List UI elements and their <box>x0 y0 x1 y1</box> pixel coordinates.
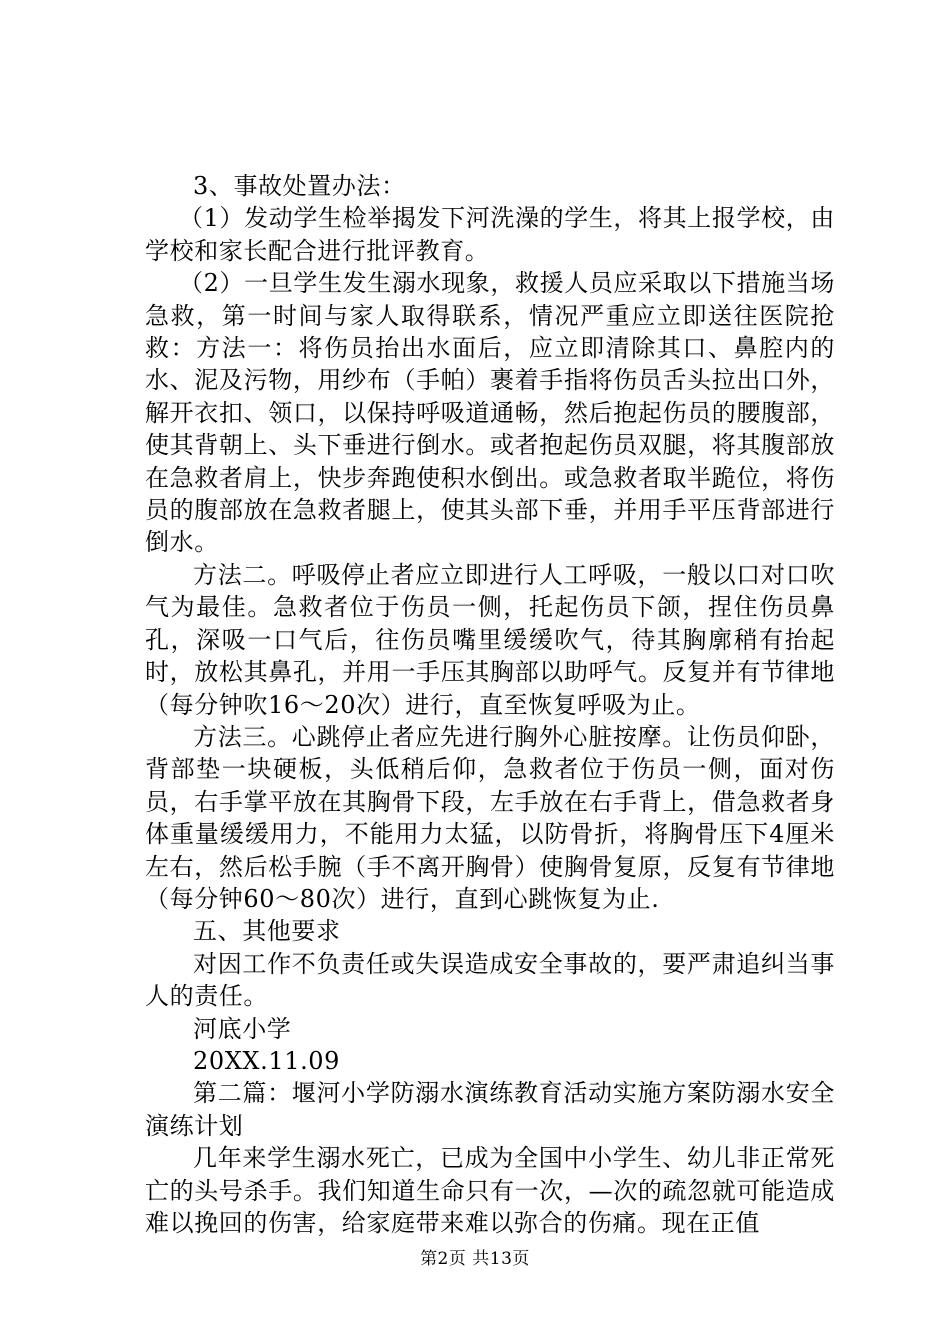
paragraph-heading-other-requirements: 五、其他要求 <box>193 917 341 946</box>
paragraph-intro-part-two: 几年来学生溺水死亡，已成为全国中小学生、幼儿非正常死亡的头号杀手。我们知道生命只有一次，—次的疏忽就可能造成难以挽回的伤害，给家庭带来难以弥合的伤痛。现在正值 <box>145 1144 835 1237</box>
paragraph-heading-accident-handling: 3、事故处置办法： <box>193 172 406 200</box>
paragraph-method-3: 方法三。心跳停止者应先进行胸外心脏按摩。让伤员仰卧，背部垫一块硬板，头低稍后仰，急救者位于伤员一侧，面对伤员，右手掌平放在其胸骨下段，左手放在右手背上，借急救者身体重量缓缓用力，不能用力太猛，以防骨折，将胸骨压下4厘米左右，然后松手腕（手不离开胸骨）使胸骨复原，反复有节律地（每分钟60～80次）进行，直到心跳恢复为止. <box>145 722 835 913</box>
section-title-part-two: 第二篇：堰河小学防溺水演练教育活动实施方案防溺水安全演练计划 <box>145 1079 835 1140</box>
page-number-footer: 第2页 共13页 <box>420 1249 530 1269</box>
signature-date: 20XX.11.09 <box>193 1046 341 1075</box>
paragraph-responsibility: 对因工作不负责任或失误造成安全事故的，要严肃追纠当事人的责任。 <box>145 949 835 1011</box>
paragraph-measure-2: （2）一旦学生发生溺水现象，救援人员应采取以下措施当场急救，第一时间与家人取得联系，情况严重应立即送往医院抢救：方法一：将伤员抬出水面后，应立即清除其口、鼻腔内的水、泥及污物，用纱布（手帕）裹着手指将伤员舌头拉出口外，解开衣扣、领口，以保持呼吸道通畅，然后抱起伤员的腰腹部，使其背朝上、头下垂进行倒水。或者抱起伤员双腿，将其腹部放在急救者肩上，快步奔跑使积水倒出。或急救者取半跪位，将伤员的腹部放在急救者腿上，使其头部下垂，并用手平压背部进行倒水。 <box>145 269 835 557</box>
signature-school-name: 河底小学 <box>193 1014 292 1043</box>
paragraph-method-2: 方法二。呼吸停止者应立即进行人工呼吸，一般以口对口吹气为最佳。急救者位于伤员一侧，托起伤员下颌，捏住伤员鼻孔，深吸一口气后，往伤员嘴里缓缓吹气，待其胸廓稍有抬起时，放松其鼻孔，并用一手压其胸部以助呼气。反复并有节律地（每分钟吹16～20次）进行，直至恢复呼吸为止。 <box>145 560 835 719</box>
paragraph-measure-1: （1）发动学生检举揭发下河洗澡的学生，将其上报学校，由学校和家长配合进行批评教育。 <box>145 204 835 265</box>
document-body <box>145 170 835 1239</box>
